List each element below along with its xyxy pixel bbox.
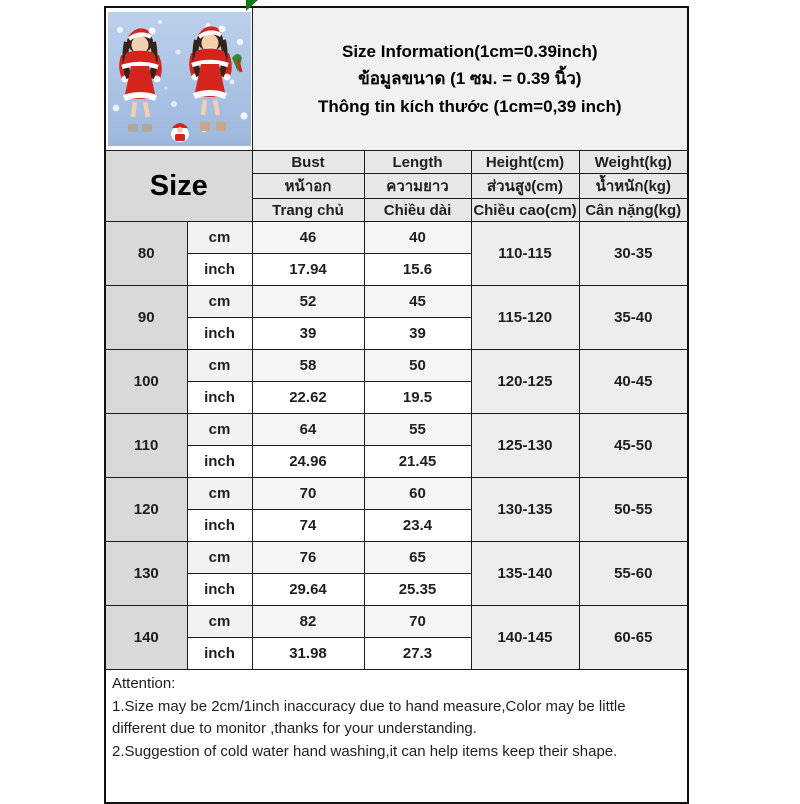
header-length-th: ความยาว (364, 174, 471, 199)
height-range-value: 125-130 (471, 414, 579, 478)
size-value: 120 (105, 478, 187, 542)
length-inch-value: 19.5 (364, 382, 471, 414)
height-range-value: 140-145 (471, 606, 579, 670)
size-value: 140 (105, 606, 187, 670)
length-inch-value: 39 (364, 318, 471, 350)
product-photo-cell (105, 7, 252, 151)
weight-range-value: 60-65 (579, 606, 688, 670)
unit-cm-label: cm (187, 542, 252, 574)
weight-range-value: 40-45 (579, 350, 688, 414)
length-cm-value: 40 (364, 222, 471, 254)
size-value: 100 (105, 350, 187, 414)
header-weight-th: น้ำหนัก(kg) (579, 174, 688, 199)
unit-inch-label: inch (187, 318, 252, 350)
length-cm-value: 45 (364, 286, 471, 318)
size-value: 80 (105, 222, 187, 286)
unit-inch-label: inch (187, 446, 252, 478)
unit-cm-label: cm (187, 606, 252, 638)
bust-inch-value: 17.94 (252, 254, 364, 286)
unit-inch-label: inch (187, 254, 252, 286)
length-cm-value: 55 (364, 414, 471, 446)
product-photo (108, 12, 251, 146)
size-chart-sheet (104, 6, 687, 804)
header-weight-en: Weight(kg) (579, 151, 688, 174)
length-inch-value: 21.45 (364, 446, 471, 478)
attention-title: Attention: (112, 675, 176, 692)
unit-inch-label: inch (187, 510, 252, 542)
bust-cm-value: 70 (252, 478, 364, 510)
weight-range-value: 30-35 (579, 222, 688, 286)
bust-inch-value: 29.64 (252, 574, 364, 606)
bust-inch-value: 24.96 (252, 446, 364, 478)
header-bust-th: หน้าอก (252, 174, 364, 199)
bust-cm-value: 76 (252, 542, 364, 574)
height-range-value: 110-115 (471, 222, 579, 286)
unit-inch-label: inch (187, 574, 252, 606)
header-length-vi: Chiều dài (364, 199, 471, 222)
unit-cm-label: cm (187, 222, 252, 254)
bust-inch-value: 39 (252, 318, 364, 350)
length-cm-value: 65 (364, 542, 471, 574)
height-range-value: 115-120 (471, 286, 579, 350)
bust-cm-value: 64 (252, 414, 364, 446)
attention-note-1: 1.Size may be 2cm/1inch inaccuracy due to hand measure,Color may be little different due to monitor ,thanks for your understanding. (112, 697, 626, 737)
header-bust-en: Bust (252, 151, 364, 174)
length-cm-value: 70 (364, 606, 471, 638)
weight-range-value: 50-55 (579, 478, 688, 542)
length-cm-value: 50 (364, 350, 471, 382)
weight-range-value: 55-60 (579, 542, 688, 606)
size-column-header: Size (105, 151, 252, 222)
bust-cm-value: 82 (252, 606, 364, 638)
length-inch-value: 23.4 (364, 510, 471, 542)
header-height-en: Height(cm) (471, 151, 579, 174)
size-table (104, 6, 689, 804)
unit-inch-label: inch (187, 382, 252, 414)
bust-inch-value: 74 (252, 510, 364, 542)
title-english: Size Information(1cm=0.39inch) (341, 42, 598, 62)
unit-cm-label: cm (187, 286, 252, 318)
header-weight-vi: Cân nặng(kg) (579, 199, 688, 222)
unit-cm-label: cm (187, 414, 252, 446)
height-range-value: 135-140 (471, 542, 579, 606)
header-bust-vi: Trang chủ (252, 199, 364, 222)
height-range-value: 120-125 (471, 350, 579, 414)
size-value: 90 (105, 286, 187, 350)
title-vietnamese: Thông tin kích thước (1cm=0,39 inch) (318, 96, 622, 116)
attention-note-2: 2.Suggestion of cold water hand washing,it can help items keep their shape. (112, 742, 618, 760)
size-value: 130 (105, 542, 187, 606)
unit-cm-label: cm (187, 350, 252, 382)
bust-cm-value: 46 (252, 222, 364, 254)
header-height-vi: Chiều cao(cm) (471, 199, 579, 222)
weight-range-value: 45-50 (579, 414, 688, 478)
bust-cm-value: 58 (252, 350, 364, 382)
length-inch-value: 25.35 (364, 574, 471, 606)
unit-inch-label: inch (187, 638, 252, 670)
title-thai: ข้อมูลขนาด (1 ซม. = 0.39 นิ้ว) (358, 69, 582, 89)
length-cm-value: 60 (364, 478, 471, 510)
bust-inch-value: 22.62 (252, 382, 364, 414)
header-length-en: Length (364, 151, 471, 174)
length-inch-value: 27.3 (364, 638, 471, 670)
bust-cm-value: 52 (252, 286, 364, 318)
size-information-title-cell (252, 7, 688, 151)
bust-inch-value: 31.98 (252, 638, 364, 670)
height-range-value: 130-135 (471, 478, 579, 542)
attention-notes (105, 670, 688, 804)
length-inch-value: 15.6 (364, 254, 471, 286)
weight-range-value: 35-40 (579, 286, 688, 350)
size-value: 110 (105, 414, 187, 478)
green-corner-marker-icon (246, 0, 258, 11)
header-height-th: ส่วนสูง(cm) (471, 174, 579, 199)
unit-cm-label: cm (187, 478, 252, 510)
